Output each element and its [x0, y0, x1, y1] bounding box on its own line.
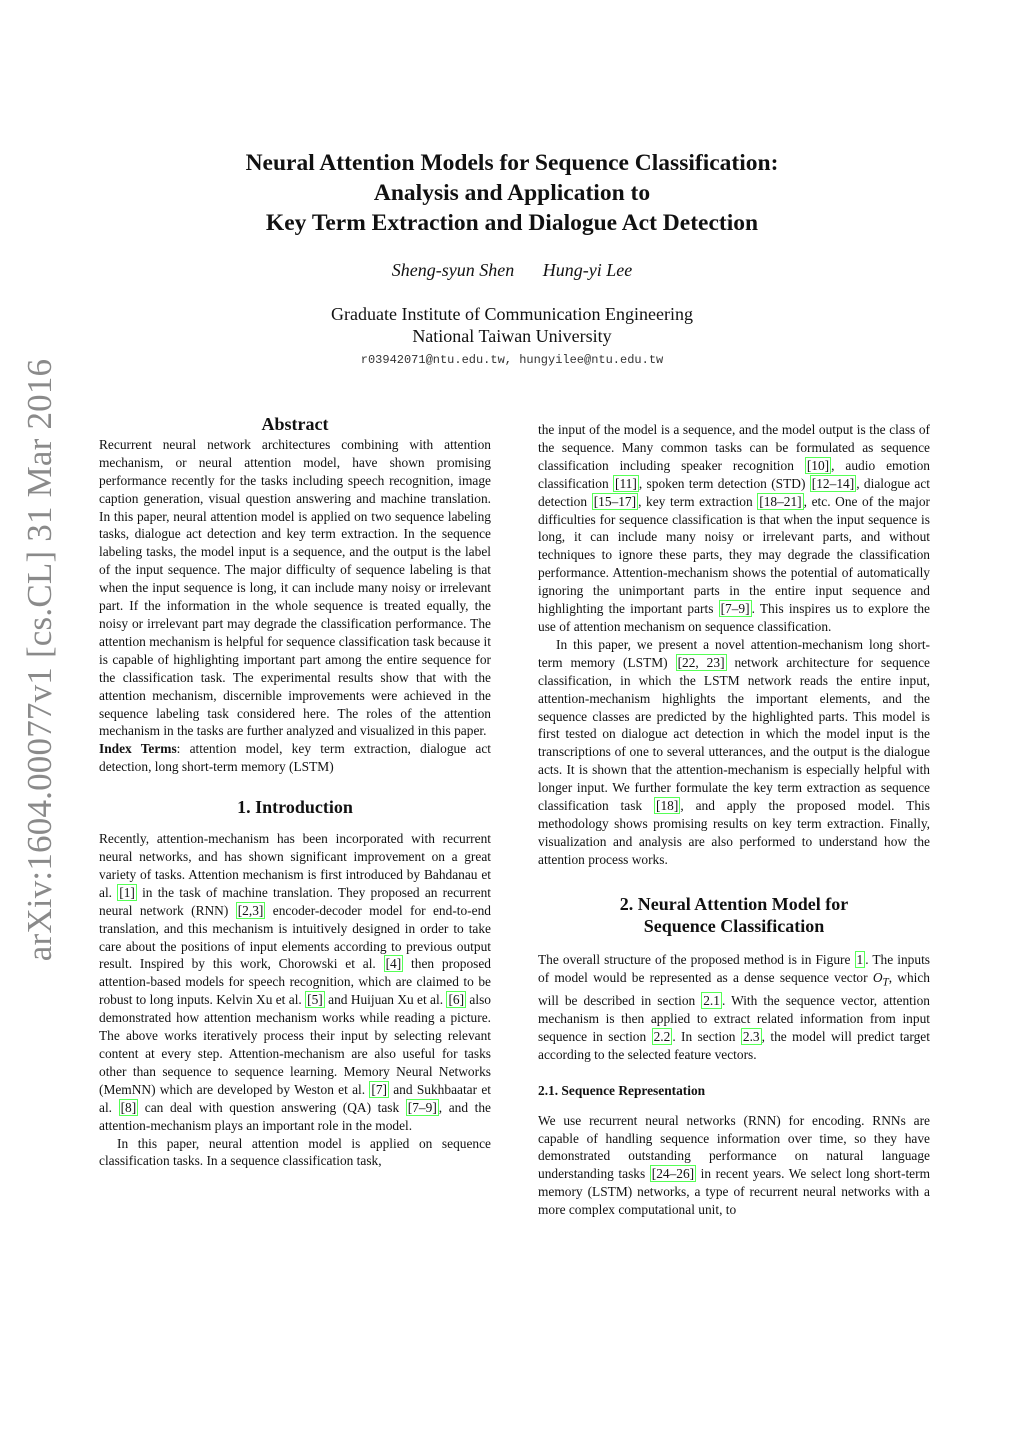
citation-link[interactable]: [5]	[307, 992, 323, 1008]
body-text: , key term extraction	[638, 493, 758, 509]
paper-header	[0, 148, 1024, 367]
title-line-2: Analysis and Application to	[373, 180, 651, 206]
citation-link[interactable]: [18–21]	[759, 493, 802, 509]
intro-text: encoder-decoder model for end-to-end translation, and this mechanism is intuitively designed in order to take care about the positions of input elements according to previous output result. Inspired by this work, Chorowski et al.	[99, 902, 491, 972]
intro-text: and Sukhbaatar et al.	[99, 1081, 491, 1115]
body-text: , which will be described in section	[538, 969, 930, 1009]
index-terms-label: Index Terms	[99, 741, 177, 757]
citation-link[interactable]: [15–17]	[593, 493, 637, 509]
citation-link[interactable]: [8]	[120, 1099, 137, 1115]
affiliation-line-1: Graduate Institute of Communication Engineering	[331, 304, 693, 324]
body-text: , dialogue act detection	[538, 475, 930, 509]
body-text: , and apply the proposed model. This methodology shows promising results on key term extraction. Finally, visualization and analysis are also performed to understand how the attention process works.	[538, 798, 930, 867]
section-link[interactable]: 2.1	[703, 993, 720, 1009]
body-text: . This inspires us to explore the use of attention mechanism on sequence classification.	[538, 601, 930, 634]
math-subscript: T	[882, 976, 889, 989]
intro-text: , and the attention-mechanism plays an important role in the model.	[99, 1099, 491, 1133]
arxiv-sidebar	[18, 260, 62, 1060]
citation-link[interactable]: [7–9]	[720, 601, 750, 617]
title-line-3: Key Term Extraction and Dialogue Act Detection	[265, 210, 759, 236]
body-text: . In section	[672, 1028, 741, 1044]
author-emails: r03942071@ntu.edu.tw, hungyilee@ntu.edu.tw	[360, 353, 664, 367]
body-text: . With the sequence vector, attention mechanism is then applied to extract related information from input sequence in section	[538, 993, 930, 1044]
body-text: The overall structure of the proposed method is in Figure	[538, 951, 855, 967]
subsection-2-1-paragraph	[538, 1112, 930, 1219]
body-text: the input of the model is a sequence, and the model output is the class of the sequence. Many common tasks can be formulated as sequence classification including speaker recognition	[538, 422, 930, 473]
figure-link[interactable]: 1	[856, 951, 864, 967]
body-text: , the model will predict target according to the selected feature vectors.	[538, 1028, 930, 1062]
intro-paragraph-2: In this paper, neural attention model is applied on sequence classification tasks. In a sequence classification task,	[99, 1135, 491, 1169]
introduction-heading: 1. Introduction	[237, 797, 353, 818]
paper-title	[0, 148, 1024, 238]
affiliation-line-2: National Taiwan University	[412, 326, 612, 346]
right-paragraph-1	[538, 421, 930, 636]
body-text: In this paper, we present a novel attention-mechanism long short-term memory (LSTM)	[538, 636, 930, 670]
author-2: Hung-yi Lee	[542, 260, 633, 280]
citation-link[interactable]: [1]	[119, 884, 135, 900]
section-link[interactable]: 2.2	[653, 1028, 671, 1044]
citation-link[interactable]: [24–26]	[651, 1166, 695, 1182]
body-text: . The inputs of model would be represented as a dense sequence vector	[538, 951, 930, 985]
subsection-2-1-heading: 2.1. Sequence Representation	[538, 1082, 706, 1098]
intro-text: in the task of machine translation. They proposed an recurrent neural network (RNN)	[99, 884, 492, 918]
intro-paragraph-1	[99, 830, 491, 1134]
section-2-paragraph	[538, 951, 930, 1064]
body-text: network architecture for sequence classification, in which the LSTM network reads the entire input, attention-mechanism highlights the important elements, and the sequence classes are predicted by the highlighted parts. This model is first tested on dialogue act detection in which the model input is the transcriptions of one to several utterances, and the output is the dialogue acts. It is shown that the attention-mechanism is especially helpful with longer input. We further formulate the key term extraction as sequence classification task	[538, 654, 930, 814]
index-terms-text: : attention model, key term extraction, dialogue act detection, long short-term memory (LSTM)	[99, 741, 491, 775]
title-line-1: Neural Attention Models for Sequence Classification:	[245, 150, 779, 176]
citation-link[interactable]: [12–14]	[811, 475, 855, 491]
intro-text: then proposed attention-based models for speech recognition, which are claimed to be robust to long inputs. Kelvin Xu et al.	[99, 956, 492, 1008]
intro-text: Recently, attention-mechanism has been incorporated with recurrent neural networks, and has shown significant improvement on a great variety of tasks. Attention mechanism is first introduced by Bahdanau et al.	[99, 831, 491, 900]
index-terms	[99, 740, 491, 776]
section-link[interactable]: 2.3	[742, 1028, 760, 1044]
intro-text: can deal with question answering (QA) task	[138, 1099, 406, 1115]
section-2-heading-line-2: Sequence Classification	[643, 915, 825, 936]
author-1: Sheng-syun Shen	[391, 260, 515, 280]
authors	[0, 260, 1024, 281]
citation-link[interactable]: [10]	[806, 457, 830, 473]
math-symbol: O	[872, 969, 883, 985]
citation-link[interactable]: [11]	[615, 475, 637, 491]
body-text: We use recurrent neural networks (RNN) for encoding. RNNs are capable of handling sequence information over time, so they have demonstrated outstanding performance on natural language understanding tasks	[538, 1112, 930, 1182]
right-column	[538, 421, 930, 1219]
arxiv-identifier: arXiv:1604.00077v1 [cs.CL] 31 Mar 2016	[20, 358, 59, 962]
abstract-heading: Abstract	[261, 414, 329, 434]
citation-link[interactable]: [7–9]	[407, 1099, 437, 1115]
body-text: in recent years. We select long short-term memory (LSTM) networks, a type of recurrent neural networks with a more complex computational unit, to	[538, 1166, 930, 1218]
affiliation	[0, 303, 1024, 347]
citation-link[interactable]: [4]	[385, 956, 402, 972]
body-text: , etc. One of the major difficulties for sequence classification is that when the input sequence is long, it can include many noisy or irrelevant parts, and without techniques to ignore these parts, they may degrade the classification performance. Attention-mechanism shows the potential of automatically ignoring the unimportant parts in the entire input sequence and highlighting the important parts	[538, 493, 930, 617]
intro-text: also demonstrated how attention mechanism works while reading a picture. The above works iteratively process their input by selecting relevant content at every step. Attention-mechanism are also useful for tasks other than sequence to sequence learning. Memory Neural Networks (MemNN) which are developed by Weston et al.	[99, 992, 491, 1097]
body-text: , audio emotion classification	[538, 457, 930, 491]
body-text: , spoken term detection (STD)	[638, 475, 810, 491]
intro-text: and Huijuan Xu et al.	[324, 992, 447, 1008]
citation-link[interactable]: [22, 23]	[677, 654, 725, 670]
abstract-text: Recurrent neural network architectures combining with attention mechanism, or neural attention model, have shown promising performance recently for the tasks including speech recognition, image caption generation, visual question answering and machine translation. In this paper, neural attention model is applied on two sequence labeling tasks, dialogue act detection and key term extraction. In the sequence labeling tasks, the model input is a sequence, and the output is the label of the input sequence. The major difficulty of sequence labeling is that when the input sequence is long, it can include many noisy or irrelevant part. If the information in the whole sequence is treated equally, the noisy or irrelevant part may degrade the classification performance. The attention mechanism is helpful for sequence classification task because it is capable of highlighting important part among the entire sequence for the classification task. The experimental results show that with the attention mechanism, discernible improvements were achieved in the sequence labeling task considered here. The roles of the attention mechanism in the tasks are further analyzed and visualized in this paper.	[99, 436, 491, 739]
citation-link[interactable]: [7]	[371, 1081, 387, 1097]
citation-link[interactable]: [2,3]	[237, 902, 264, 918]
left-column	[99, 416, 491, 1170]
citation-link[interactable]: [6]	[448, 992, 465, 1008]
citation-link[interactable]: [18]	[656, 798, 679, 814]
section-2-heading-line-1: 2. Neural Attention Model for	[619, 893, 849, 914]
section-2-heading	[538, 893, 930, 937]
right-paragraph-2	[538, 636, 930, 869]
